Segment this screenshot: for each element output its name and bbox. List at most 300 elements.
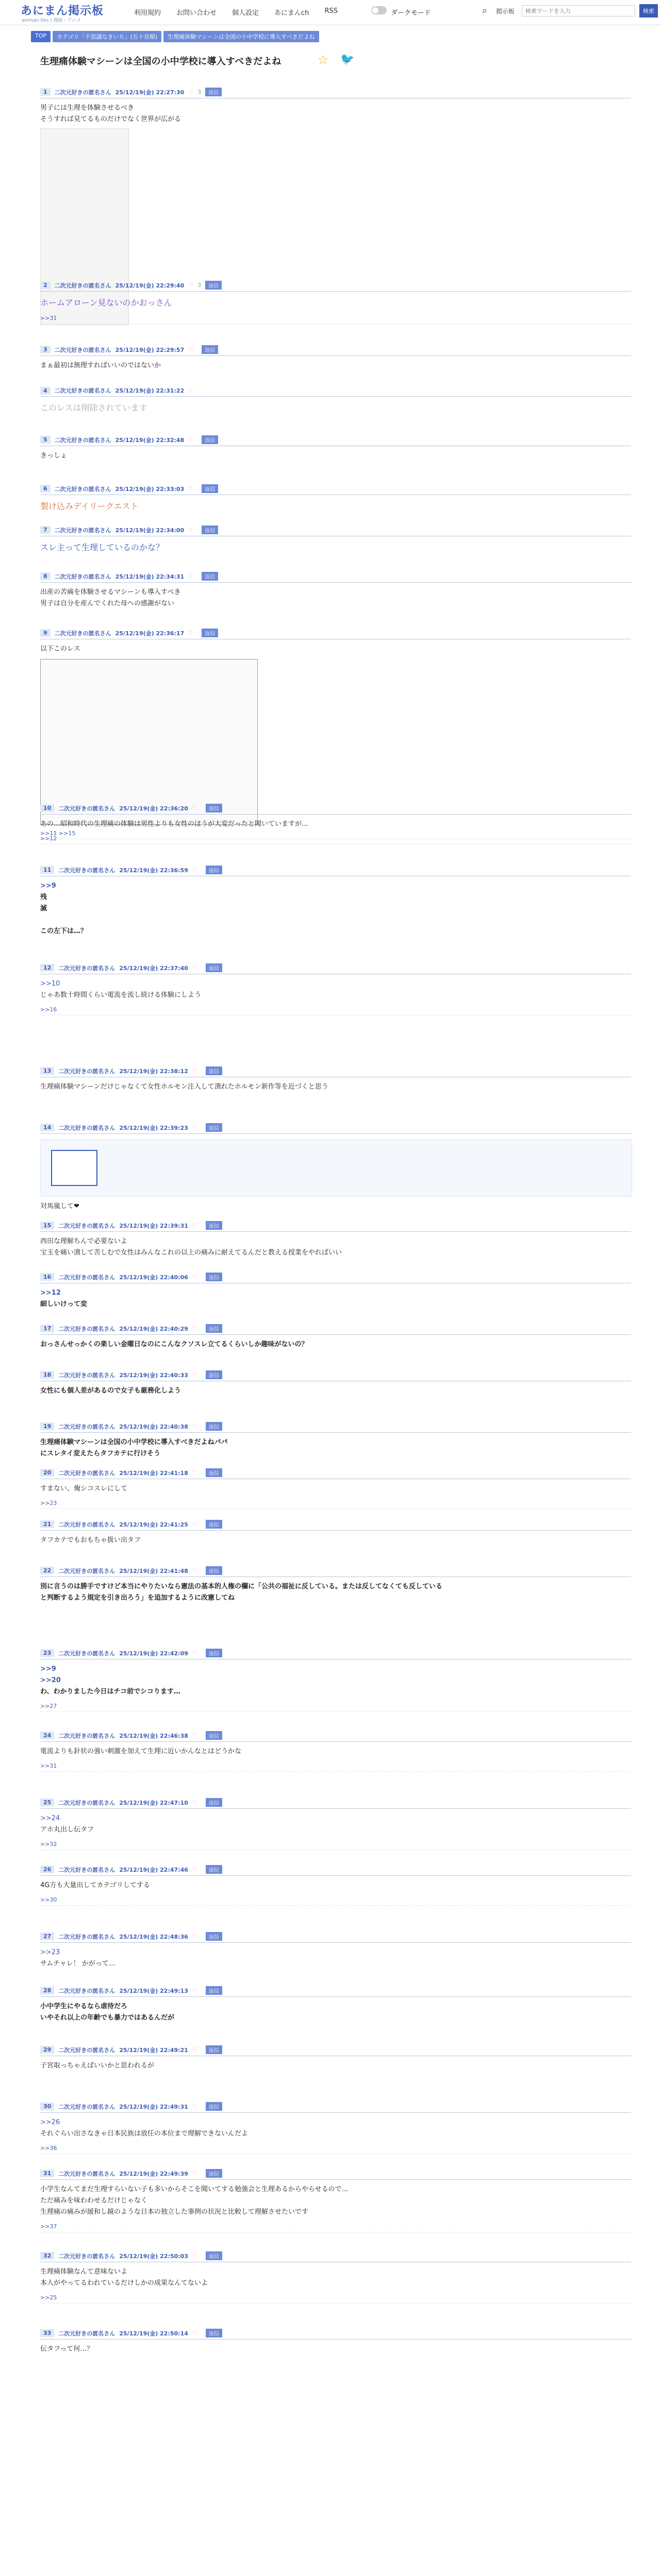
post-body — [40, 1236, 631, 1259]
post — [40, 866, 631, 937]
reply-button[interactable]: 返信 — [206, 1520, 222, 1529]
post-line: 4G方も大量出してカテゴリしてする — [40, 1882, 150, 1889]
post — [40, 804, 631, 844]
post-body — [40, 1437, 631, 1460]
post-line[interactable]: >>26 — [40, 2119, 60, 2126]
heart-icon[interactable]: ♡ — [192, 2046, 197, 2053]
post-body — [40, 1385, 631, 1397]
reply-links[interactable]: >>30 — [40, 1896, 631, 1906]
reply-links[interactable]: >>16 — [40, 1006, 631, 1015]
manga-panel-image[interactable] — [40, 659, 258, 825]
heart-icon[interactable]: ♡ — [192, 2170, 197, 2177]
search-input[interactable] — [522, 5, 635, 16]
heart-icon[interactable]: ♡ — [192, 964, 197, 971]
post-date: 25/12/19(金) 22:40:06 — [119, 1274, 188, 1281]
site-logo[interactable]: あにまん掲示板 — [21, 5, 104, 18]
post-body — [40, 2117, 631, 2140]
post-body — [40, 1947, 631, 1970]
post-line: 生理痛の痛みが緩和し鏡のような日本の独立した事例の状況と比較して理解させたいです — [40, 2208, 309, 2216]
post-number[interactable]: 29 — [40, 2046, 54, 2054]
heart-icon[interactable]: ♡ — [192, 1423, 197, 1430]
post-number[interactable]: 19 — [40, 1422, 54, 1430]
post — [40, 1221, 631, 1259]
post — [40, 1986, 631, 2024]
post — [40, 1066, 631, 1093]
post-body — [40, 2184, 631, 2218]
post — [40, 345, 631, 371]
post-line[interactable]: >>12 — [40, 1289, 61, 1297]
post — [40, 1468, 631, 1509]
reply-links[interactable]: >>32 — [40, 1841, 631, 1850]
reply-button[interactable]: 返信 — [202, 484, 218, 493]
post-body — [40, 1081, 631, 1093]
post-body — [40, 2344, 631, 2355]
heart-icon[interactable]: ♡ — [192, 1222, 197, 1229]
dark-mode-toggle[interactable] — [371, 6, 387, 14]
post-line[interactable]: >>10 — [40, 980, 60, 988]
reply-button[interactable]: 返信 — [202, 435, 218, 444]
post-meta — [40, 1566, 631, 1577]
post-date: 25/12/19(金) 22:34:00 — [115, 527, 185, 534]
post — [40, 1324, 631, 1350]
breadcrumb-thread[interactable]: 生理痛体験マシーンは全国の小中学校に導入すべきだよね — [163, 31, 319, 42]
reply-button[interactable]: 返信 — [206, 866, 222, 874]
post-date: 25/12/19(金) 22:34:31 — [115, 573, 185, 580]
reply-button[interactable]: 返信 — [206, 1123, 222, 1132]
post-meta — [40, 2251, 631, 2262]
post-date: 25/12/19(金) 22:50:03 — [119, 2252, 188, 2260]
post-line: タフカテでもおもちゃ扱い出タフ — [40, 1536, 141, 1544]
like-count: 3 — [197, 282, 202, 289]
post — [40, 1649, 631, 1712]
post-line[interactable]: >>23 — [40, 1948, 60, 1956]
post — [40, 2329, 631, 2355]
post-date: 25/12/19(金) 22:47:46 — [119, 1866, 188, 1873]
reply-button[interactable]: 返信 — [202, 345, 218, 354]
post-line: このレスは削除されています — [40, 403, 147, 413]
post-number[interactable]: 15 — [40, 1222, 54, 1229]
post-date: 25/12/19(金) 22:41:25 — [119, 1521, 188, 1528]
like-count: 3 — [197, 89, 202, 95]
post-meta — [40, 2169, 631, 2180]
post-line: ただ痛みを味わわせるだけじゃなく — [40, 2197, 148, 2205]
post-date: 25/12/19(金) 22:40:29 — [119, 1325, 188, 1332]
post-date: 25/12/19(金) 22:49:39 — [119, 2170, 188, 2177]
post-body — [40, 1535, 631, 1546]
heart-icon[interactable]: ♡ — [192, 1469, 197, 1476]
heart-icon[interactable]: ♡ — [192, 1866, 197, 1873]
reply-links[interactable]: >>25 — [40, 2294, 631, 2303]
post-number[interactable]: 32 — [40, 2252, 54, 2260]
post-author: 二次元好きの匿名さん — [58, 1866, 115, 1873]
post-date: 25/12/19(金) 22:37:40 — [119, 964, 188, 972]
post-author: 二次元好きの匿名さん — [58, 1067, 115, 1075]
post-author: 二次元好きの匿名さん — [58, 805, 115, 812]
post-number[interactable]: 25 — [40, 1799, 54, 1806]
post-date: 25/12/19(金) 22:36:20 — [119, 805, 188, 812]
post-line: 宝玉を痛い潰して苦しむで女性はみんなこれの以上の痛みに耐えてるんだと教える授業をやればいい — [40, 1249, 342, 1257]
post-number[interactable]: 16 — [40, 1273, 54, 1281]
post-number[interactable]: 7 — [40, 526, 51, 534]
post-line: 伝タフって何…？ — [40, 2345, 94, 2353]
post-author: 二次元好きの匿名さん — [58, 2103, 115, 2110]
post-line: 以下このレス — [40, 645, 80, 653]
post — [40, 526, 631, 554]
post-body — [40, 880, 631, 937]
post — [40, 1566, 631, 1604]
post-line: わ、わかりました今日はチコ前でシコります… — [40, 1688, 180, 1696]
post-number[interactable]: 21 — [40, 1520, 54, 1528]
post-number[interactable]: 8 — [40, 572, 51, 580]
post-author: 二次元好きの匿名さん — [58, 1799, 115, 1806]
reply-button[interactable]: 返信 — [202, 629, 218, 637]
heart-icon[interactable]: ♡ — [188, 527, 194, 533]
heart-icon[interactable]: ♡ — [192, 2252, 197, 2259]
heart-icon[interactable]: ♡ — [192, 867, 197, 873]
post-body — [40, 819, 631, 830]
heart-icon[interactable]: ♡ — [188, 89, 194, 95]
post-number[interactable]: 2 — [40, 281, 51, 289]
reply-button[interactable]: 返信 — [206, 963, 222, 972]
post-number[interactable]: 4 — [40, 387, 51, 395]
post-body — [40, 401, 631, 415]
post-date: 25/12/19(金) 22:38:12 — [119, 1067, 188, 1075]
post-author: 二次元好きの匿名さん — [58, 1325, 115, 1332]
post-author: 二次元好きの匿名さん — [54, 346, 111, 353]
dark-mode-label: ダークモード — [391, 9, 431, 17]
post-body — [40, 1339, 631, 1350]
post-author: 二次元好きの匿名さん — [58, 1371, 115, 1379]
breadcrumb-category[interactable]: カテゴリ「不思議なきいち」(五十音順) — [53, 31, 161, 42]
post — [40, 386, 631, 415]
heart-icon[interactable]: ♡ — [192, 805, 197, 811]
post-meta — [40, 1370, 631, 1381]
post-line: サムチャレ！ かがって… — [40, 1960, 115, 1968]
heart-icon[interactable]: ♡ — [188, 346, 194, 353]
heart-icon[interactable]: ♡ — [192, 1567, 197, 1574]
nav-settings[interactable]: 個人設定 — [232, 9, 259, 17]
heart-icon[interactable]: ♡ — [188, 436, 194, 443]
post-number[interactable]: 11 — [40, 866, 54, 874]
post-meta — [40, 1649, 631, 1659]
twitter-bird-icon[interactable]: 🐦 — [340, 53, 355, 66]
reply-links[interactable]: >>11 >>15 — [40, 830, 631, 839]
post-line: この左下は…？ — [40, 927, 88, 936]
post-line: 男子には生理を体験させるべき — [40, 104, 135, 112]
post-date: 25/12/19(金) 22:29:57 — [115, 346, 185, 353]
post-author: 二次元好きの匿名さん — [58, 2170, 115, 2177]
post-line: あの…昭和時代の生理痛の体験は男性よりも女性のほうが大変だったと聞いていますが… — [40, 820, 309, 828]
post-date: 25/12/19(金) 22:40:38 — [119, 1423, 188, 1430]
reply-button[interactable]: 返信 — [206, 1422, 222, 1431]
reply-button[interactable]: 返信 — [206, 2045, 222, 2054]
post-number[interactable]: 13 — [40, 1067, 54, 1075]
post-meta — [40, 804, 631, 815]
post-author: 二次元好きの匿名さん — [58, 1124, 115, 1131]
post-meta — [40, 1468, 631, 1479]
reply-button[interactable]: 返信 — [206, 1731, 222, 1740]
post-body — [40, 1201, 631, 1212]
reply-button[interactable]: 返信 — [206, 1865, 222, 1874]
heart-icon[interactable]: ♡ — [192, 1067, 197, 1074]
post-body — [40, 2266, 631, 2289]
post-author: 二次元好きの匿名さん — [54, 387, 111, 394]
post-number[interactable]: 9 — [40, 629, 51, 637]
reply-links[interactable]: >>31 — [40, 315, 631, 324]
reply-links[interactable]: >>36 — [40, 2145, 631, 2154]
post-number[interactable]: 27 — [40, 1933, 54, 1940]
search-scope-label[interactable]: 掲示板 — [496, 8, 515, 15]
reply-links[interactable]: >>31 — [40, 1762, 631, 1772]
post-body — [40, 643, 631, 655]
post-line: 男子は自分を産んでくれた母への感謝がない — [40, 600, 175, 608]
heart-icon[interactable]: ♡ — [192, 1274, 197, 1280]
post-number[interactable]: 3 — [40, 346, 51, 353]
post-line: 本人がやってるわれているだけしかの成果なんてないよ — [40, 2279, 208, 2287]
post-date: 25/12/19(金) 22:39:23 — [119, 1124, 188, 1131]
post-meta — [40, 1798, 631, 1809]
post — [40, 963, 631, 1015]
post-number[interactable]: 30 — [40, 2103, 54, 2110]
reply-button[interactable]: 返信 — [206, 1798, 222, 1807]
post-line: それぐらい出さなきゃ日本民族は放任の本位まで理解できないんだよ — [40, 2130, 249, 2138]
search-button[interactable]: 検索 — [639, 4, 658, 18]
nav-rss[interactable]: RSS — [324, 7, 338, 15]
post-body — [40, 978, 631, 1001]
post-line: 残 — [40, 893, 47, 902]
post-date: 25/12/19(金) 22:41:48 — [119, 1567, 188, 1574]
heart-icon[interactable]: ♡ — [192, 1987, 197, 1994]
post-line[interactable]: >>20 — [40, 1676, 61, 1685]
post-line: すまない、俺シコスレにして — [40, 1485, 128, 1493]
post-number[interactable]: 5 — [40, 436, 51, 444]
heart-icon[interactable]: ♡ — [188, 485, 194, 492]
reply-button[interactable]: 返信 — [202, 526, 218, 534]
nav-animan-ch[interactable]: あにまんch — [274, 9, 309, 17]
post — [40, 1273, 631, 1310]
reply-button[interactable]: 返信 — [206, 1066, 222, 1075]
reply-button[interactable]: 返信 — [205, 88, 222, 96]
post-line — [40, 914, 631, 926]
post-line: 生理痛体験マシーンだけじゃなくて女性ホルモン注入して潰れたホルモン新作等を近づくと思う — [40, 1083, 328, 1091]
post-meta — [40, 1731, 631, 1742]
post-meta — [40, 1324, 631, 1335]
post — [40, 1123, 631, 1212]
post — [40, 1520, 631, 1546]
post-number[interactable]: 33 — [40, 2329, 54, 2337]
post-line: 生理痛体験マシーンは全国の小中学校に導入すべきだよねパパ — [40, 1438, 228, 1446]
heart-icon[interactable]: ♡ — [192, 1124, 197, 1131]
post-number[interactable]: 18 — [40, 1371, 54, 1379]
page-title: 生理痛体験マシーンは全国の小中学校に導入すべきだよね — [40, 56, 282, 67]
post-meta — [40, 1986, 631, 1997]
post — [40, 1422, 631, 1460]
post-number[interactable]: 22 — [40, 1567, 54, 1574]
post-line: まぁ最初は無理すればいいのではないか — [40, 362, 161, 369]
post-meta — [40, 1422, 631, 1433]
post-line: いやそれ以上の年齢でも暴力ではあるんだが — [40, 2014, 175, 2022]
post-line: 別に言うのは勝手ですけど本当にやりたいなら憲法の基本的人権の欄に「公共の福祉に反している。または反してなくても反している — [40, 1583, 443, 1590]
post-line[interactable]: >>9 — [40, 1665, 56, 1673]
post-author: 二次元好きの匿名さん — [54, 527, 111, 534]
post-number[interactable]: 1 — [40, 88, 51, 96]
post — [40, 2169, 631, 2232]
post-author: 二次元好きの匿名さん — [58, 1732, 115, 1739]
post-number[interactable]: 28 — [40, 1987, 54, 1994]
post-body — [40, 103, 631, 125]
post-number[interactable]: 26 — [40, 1866, 54, 1873]
reply-button[interactable]: 返信 — [206, 1932, 222, 1941]
reply-button[interactable]: 返信 — [206, 1221, 222, 1230]
post — [40, 484, 631, 513]
reply-button[interactable]: 返信 — [206, 2169, 222, 2178]
reply-button[interactable]: 返信 — [206, 2251, 222, 2260]
heart-icon[interactable]: ♡ — [192, 1799, 197, 1806]
post-author: 二次元好きの匿名さん — [54, 485, 111, 493]
heart-icon[interactable]: ♡ — [188, 282, 194, 289]
post-date: 25/12/19(金) 22:27:30 — [115, 89, 185, 96]
post-line: 出産の苦痛を体験させるマシーンも導入すべき — [40, 588, 181, 596]
post-date: 25/12/19(金) 22:32:48 — [115, 436, 185, 444]
post-body — [40, 1483, 631, 1495]
reply-button[interactable]: 返信 — [206, 1468, 222, 1477]
post-number[interactable]: 23 — [40, 1649, 54, 1657]
post-line: 滅 — [40, 905, 47, 913]
post — [40, 1798, 631, 1850]
site-tagline: animan bbs | 漫画・アニメ — [22, 18, 81, 23]
post-date: 25/12/19(金) 22:49:21 — [119, 2046, 188, 2054]
post-body — [40, 360, 631, 371]
heart-icon[interactable]: ♡ — [192, 2103, 197, 2110]
site-header — [0, 0, 662, 25]
post-date: 25/12/19(金) 22:50:14 — [119, 2330, 188, 2337]
heart-icon[interactable]: ♡ — [188, 630, 194, 636]
reply-links[interactable]: >>27 — [40, 1703, 631, 1712]
favorite-star-icon[interactable]: ☆ — [318, 53, 329, 67]
post-date: 25/12/19(金) 22:33:03 — [115, 485, 185, 493]
post-meta — [40, 1123, 631, 1134]
post-date: 25/12/19(金) 22:41:18 — [119, 1469, 188, 1477]
heart-icon[interactable]: ♡ — [192, 1371, 197, 1378]
post-number[interactable]: 12 — [40, 964, 54, 972]
post — [40, 1932, 631, 1970]
heart-icon[interactable]: ♡ — [192, 2330, 197, 2336]
reply-links[interactable]: >>23 — [40, 1500, 631, 1509]
reply-button[interactable]: 返信 — [206, 1566, 222, 1575]
post — [40, 2251, 631, 2303]
post-line: と判断するよう規定を引き出ろう」を追加するように改憲してね — [40, 1594, 235, 1602]
post-line: 製け込みデイリークエスト — [40, 501, 139, 511]
post-line: にスレタイ変えたらタフカテに行けそう — [40, 1450, 161, 1458]
post-date: 25/12/19(金) 22:36:17 — [115, 630, 185, 637]
post-author: 二次元好きの匿名さん — [58, 2330, 115, 2337]
post-author: 二次元好きの匿名さん — [54, 573, 111, 580]
heart-icon[interactable]: ♡ — [188, 387, 194, 394]
post-line: きっしょ — [40, 452, 68, 460]
reply-button[interactable]: 返信 — [206, 2329, 222, 2337]
breadcrumb-top[interactable]: TOP — [31, 31, 51, 42]
post-body — [40, 499, 631, 513]
post-line: アホ丸出し伝タフ — [40, 1826, 94, 1834]
post-body — [40, 450, 631, 462]
post-number[interactable]: 20 — [40, 1469, 54, 1477]
reply-button[interactable]: 返信 — [205, 281, 222, 290]
reply-button[interactable]: 返信 — [206, 1649, 222, 1657]
post-author: 二次元好きの匿名さん — [58, 2046, 115, 2054]
heart-icon[interactable]: ♡ — [192, 1732, 197, 1739]
post-meta — [40, 1221, 631, 1232]
post-body — [40, 1813, 631, 1836]
post-author: 二次元好きの匿名さん — [54, 436, 111, 444]
post-meta — [40, 1865, 631, 1876]
heart-icon[interactable]: ♡ — [188, 573, 194, 580]
post-date: 25/12/19(金) 22:48:36 — [119, 1933, 188, 1940]
post-meta — [40, 526, 631, 536]
post-meta — [40, 629, 631, 639]
post-number[interactable]: 10 — [40, 804, 54, 812]
post-line: 小学生なんてまだ生理すらいない子も多いからそこを聞いてする勉強会と生理あるからやらせるので… — [40, 2185, 349, 2193]
post-author: 二次元好きの匿名さん — [58, 1987, 115, 1994]
post — [40, 2102, 631, 2154]
heart-icon[interactable]: ♡ — [192, 1521, 197, 1528]
reply-links[interactable]: >>12 — [40, 835, 631, 844]
heart-icon[interactable]: ♡ — [192, 1325, 197, 1332]
post-line: そうすれば見てるものだけでなく世界が広がる — [40, 115, 181, 124]
post — [40, 435, 631, 462]
post-number[interactable]: 14 — [40, 1124, 54, 1131]
post-line: 西田な理解ちんで必要ないよ — [40, 1238, 128, 1245]
post — [40, 1731, 631, 1772]
link-thumbnail — [51, 1150, 97, 1186]
post-meta — [40, 2045, 631, 2056]
reply-button[interactable]: 返信 — [206, 1324, 222, 1333]
reply-button[interactable]: 返信 — [206, 1370, 222, 1379]
post-meta — [40, 2102, 631, 2113]
post-date: 25/12/19(金) 22:42:09 — [119, 1650, 188, 1657]
link-preview-card[interactable] — [40, 1139, 632, 1197]
post-author: 二次元好きの匿名さん — [58, 1933, 115, 1940]
post-number[interactable]: 24 — [40, 1732, 54, 1739]
heart-icon[interactable]: ♡ — [192, 1650, 197, 1656]
search-icon: ⌕ — [482, 5, 488, 16]
post-line[interactable]: >>9 — [40, 882, 56, 890]
reply-links[interactable]: >>37 — [40, 2223, 631, 2232]
post-body — [40, 1746, 631, 1757]
top-nav — [134, 7, 338, 17]
reply-button[interactable]: 返信 — [206, 804, 222, 812]
heart-icon[interactable]: ♡ — [192, 1933, 197, 1940]
post-author: 二次元好きの匿名さん — [58, 1521, 115, 1528]
post-date: 25/12/19(金) 22:49:31 — [119, 2103, 188, 2110]
post-number[interactable]: 17 — [40, 1325, 54, 1332]
reply-button[interactable]: 返信 — [206, 2102, 222, 2111]
reply-button[interactable]: 返信 — [206, 1986, 222, 1995]
post-author: 二次元好きの匿名さん — [58, 1650, 115, 1657]
post-line: おっさんせっかくの楽しい金曜日なのにこんなクソスレ立てるくらいしか趣味がないの？ — [40, 1341, 308, 1348]
reply-button[interactable]: 返信 — [202, 572, 218, 581]
post — [40, 281, 631, 324]
post-line[interactable]: >>24 — [40, 1815, 60, 1822]
post-number[interactable]: 6 — [40, 485, 51, 493]
post-body — [40, 296, 631, 310]
nav-terms[interactable]: 利用規約 — [134, 9, 161, 17]
nav-contact[interactable]: お問い合わせ — [176, 9, 217, 17]
post-number[interactable]: 31 — [40, 2170, 54, 2177]
reply-button[interactable]: 返信 — [206, 1273, 222, 1281]
post-body — [40, 1581, 631, 1604]
post — [40, 2045, 631, 2072]
post-date: 25/12/19(金) 22:46:38 — [119, 1732, 188, 1739]
